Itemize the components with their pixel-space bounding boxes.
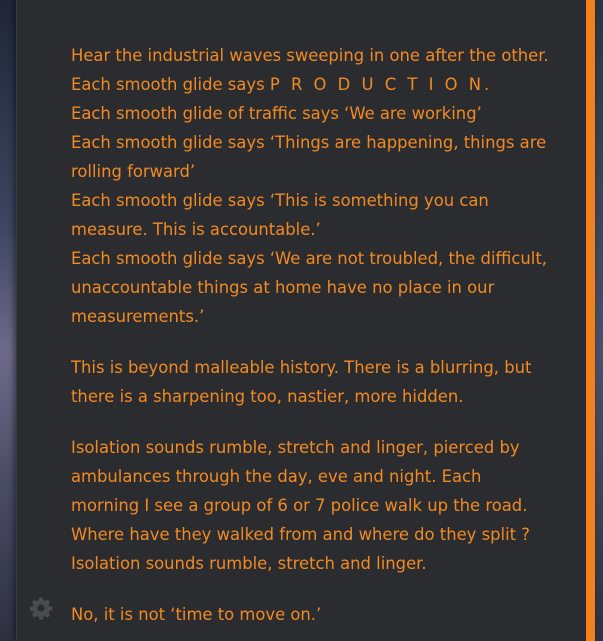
stanza-1-line-4: Each smooth glide says ‘Things are happening, things are rolling forward’ xyxy=(71,133,547,181)
stanza-1-line-1: Hear the industrial waves sweeping in one after the other. xyxy=(71,46,549,65)
stanza-1-line-5: Each smooth glide says ‘This is something you can measure. This is accountable.’ xyxy=(71,191,489,239)
stanza-4: No, it is not ‘time to move on.’ xyxy=(71,605,322,624)
production-prefix: Each smooth glide says xyxy=(71,75,265,94)
stanza-1-line-2 xyxy=(71,70,549,99)
stanza-3: Isolation sounds rumble, stretch and linger, pierced by ambulances through the day, eve and night. Each morning I see a group of 6 or 7 police walk up the road. Where have they walked from and where do they split ? Isolation sounds rumble, stretch and linger. xyxy=(71,438,530,573)
stanza-2: This is beyond malleable history. There is a blurring, but there is a sharpening too, nastier, more hidden. xyxy=(71,358,532,406)
desktop-background xyxy=(0,0,16,641)
production-word: P R O D U C T I O N. xyxy=(269,75,493,94)
scrollbar-accent[interactable] xyxy=(586,0,595,641)
stanza-1 xyxy=(71,41,549,331)
stanza-1-line-3: Each smooth glide of traffic says ‘We are working’ xyxy=(71,104,482,123)
gear-icon[interactable] xyxy=(29,596,53,620)
gear-icon-graphic xyxy=(29,596,53,620)
stanza-1-line-6: Each smooth glide says ‘We are not troubled, the difficult, unaccountable things at home have no place in our measurements.’ xyxy=(71,249,547,326)
reading-panel xyxy=(16,0,595,641)
poem-text xyxy=(71,41,549,641)
